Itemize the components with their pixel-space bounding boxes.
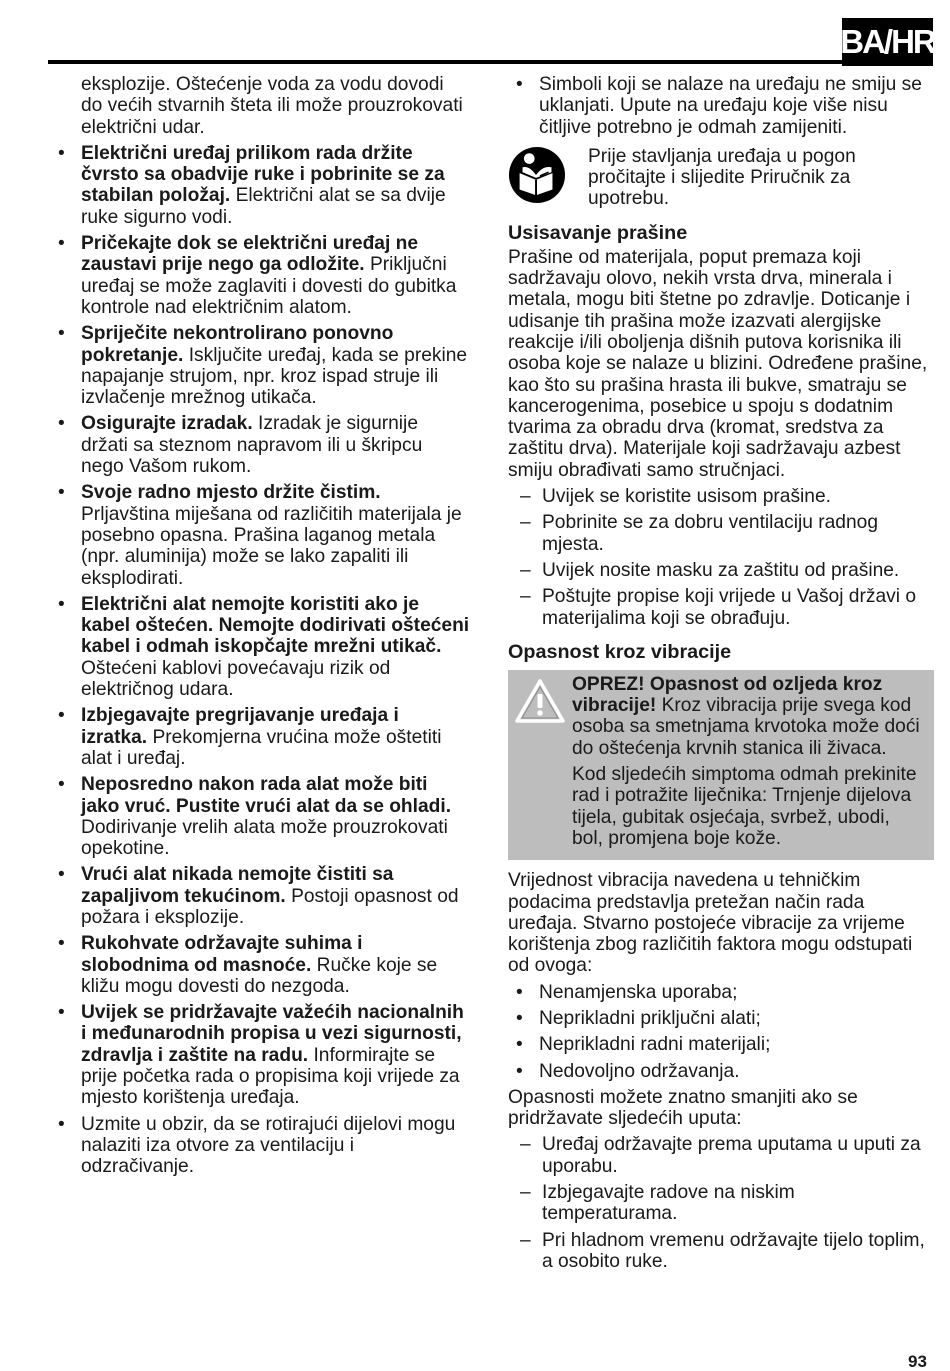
- manual-notice-text: Prije stavljanja uređaja u pogon pročitajte i slijedite Priručnik za upotrebu.: [588, 145, 856, 210]
- bullet-text: Nedovoljno održavanja.: [539, 1060, 740, 1082]
- list-item: [50, 413, 470, 477]
- dash-text: Uvijek nosite masku za zaštitu od prašine.: [542, 559, 900, 581]
- section-heading-vibration: Opasnost kroz vibracije: [508, 640, 732, 663]
- bullet-text: Uzmite u obzir, da se rotirajući dijelovi mogu nalaziti iza otvore za ventilaciju i odzračivanje.: [81, 1113, 456, 1178]
- bullet-mark: •: [58, 1113, 65, 1135]
- dash-text: Poštujte propise koji vrijede u Vašoj državi o materijalima koji se obrađuju.: [542, 586, 916, 629]
- bullet-bold: Vrući alat nikada nemojte čistiti sa zapaljivom tekućinom.: [81, 864, 394, 907]
- dash-mark: –: [520, 1134, 531, 1156]
- bullet-bold: Izbjegavajte pregrijavanje uređaja i izratka.: [81, 705, 399, 748]
- bullet-bold: Neposredno nakon rada alat može biti jako vruć. Pustite vrući alat da se ohladi.: [81, 774, 452, 817]
- list-item: [50, 705, 470, 769]
- bullet-mark: •: [516, 1060, 523, 1082]
- bullet-text: Priključni uređaj se može zaglaviti i dovesti do gubitka kontrole nad električnim alatom.: [81, 254, 457, 318]
- list-item: [508, 560, 934, 581]
- bullet-mark: •: [516, 981, 523, 1003]
- bullet-bold: Osigurajte izradak.: [81, 413, 253, 435]
- bullet-mark: •: [58, 482, 65, 504]
- dash-mark: –: [520, 586, 531, 608]
- warning-paragraph: [572, 674, 922, 759]
- bullet-text: Prekomjerna vrućina može oštetiti alat i uređaj.: [81, 726, 442, 769]
- bullet-text: Prljavština miješana od različitih materijala je posebno opasna. Prašina laganog metala (npr. aluminija) može se lako zapaliti ili eksplodirati.: [81, 503, 462, 589]
- bullet-bold: Električni alat nemojte koristiti ako je kabel oštećen. Nemojte dodirivati oštećeni kabel i odmah iskopčajte mrežni utikač.: [81, 593, 470, 658]
- list-item: [508, 74, 934, 138]
- list-item: [508, 1182, 934, 1225]
- bullet-mark: •: [58, 933, 65, 955]
- page-number: 93: [908, 1352, 927, 1371]
- bullet-bold: Električni uređaj prilikom rada držite čvrsto sa obadvije ruke i pobrinite se za stabilan položaj.: [81, 142, 445, 207]
- bullet-mark: •: [516, 74, 523, 95]
- header-rule: [48, 60, 845, 64]
- dash-mark: –: [520, 1182, 531, 1204]
- bullet-text: Dodirivanje vrelih alata može prouzrokovati opekotine.: [81, 816, 448, 860]
- list-item: [50, 323, 470, 408]
- list-item: [50, 933, 470, 997]
- warning-bold: OPREZ! Opasnost od ozljeda kroz vibracije!: [572, 673, 883, 717]
- dash-mark: –: [520, 559, 531, 581]
- bullet-mark: •: [58, 323, 65, 345]
- list-item: [508, 512, 934, 555]
- bullet-bold: Uvijek se pridržavajte važećih nacionalnih i međunarodnih propisa u vezi sigurnosti, zdravlja i zaštite na radu.: [81, 1002, 464, 1066]
- bullet-text: Ručke koje se kližu mogu dovesti do nezgoda.: [81, 954, 438, 997]
- list-item: [50, 594, 470, 700]
- bullet-text: Informirajte se prije početka rada o propisima koji vrijede za mjesto korištenja uređaja.: [81, 1044, 460, 1109]
- bullet-mark: •: [58, 705, 65, 727]
- bullet-text: Neprikladni radni materijali;: [539, 1034, 771, 1056]
- list-item: [50, 1114, 470, 1178]
- bullet-text: Simboli koji se nalaze na uređaju ne smiju se uklanjati. Upute na uređaju koje više nisu čitljive potrebno je odmah zamijeniti.: [539, 74, 922, 138]
- list-item: [508, 486, 934, 507]
- bullet-mark: •: [516, 1034, 523, 1056]
- bullet-bold: Svoje radno mjesto držite čistim.: [81, 482, 381, 504]
- bullet-text: Neprikladni priključni alati;: [539, 1007, 761, 1029]
- dust-paragraph: Prašine od materijala, poput premaza koji sadržavaju olovo, nekih vrsta drva, minerala i metala, mogu biti štetne po zdravlje. Doticanje i udisanje tih prašina može izazvati alergijske reakcije i/ili oboljenja dišnih putova korisnika ili osoba koje se nalaze u blizini. Određene prašine, kao što su prašina hrasta ili bukve, smatraju se kancerogenima, posebice u spoju s dodatnim tvarima za obradu drva (kromat, sredstva za zaštitu drva). Materijale koji sadržavaju azbest smiju obrađivati samo stručnjaci.: [508, 246, 928, 481]
- list-item: [50, 774, 470, 859]
- bullet-mark: •: [58, 593, 65, 615]
- dash-mark: –: [520, 1229, 531, 1251]
- dash-mark: –: [520, 512, 531, 534]
- language-badge: BA/HR: [842, 18, 933, 66]
- intro-continuation: eksplozije. Oštećenje voda za vodu dovodi do većih stvarnih šteta ili može prouzrokovati električni udar.: [81, 74, 463, 138]
- list-item: [508, 1061, 934, 1082]
- bullet-bold: Spriječite nekontrolirano ponovno pokretanje.: [81, 323, 394, 366]
- bullet-mark: •: [58, 413, 65, 435]
- dash-text: Pobrinite se za dobru ventilaciju radnog mjesta.: [542, 512, 878, 555]
- dash-mark: –: [520, 486, 531, 508]
- bullet-bold: Pričekajte dok se električni uređaj ne zaustavi prije nego ga odložite.: [81, 233, 419, 276]
- vibration-paragraph: Vrijednost vibracija navedena u tehničkim podacima predstavlja pretežan način rada uređaja. Stvarno postojeće vibracije za vrijeme korištenja zbog različitih faktora mogu odstupati od ovoga:: [508, 870, 913, 977]
- list-item: [508, 1230, 934, 1273]
- list-item: [508, 586, 934, 629]
- read-manual-icon: [508, 146, 566, 204]
- left-column: [50, 74, 470, 1183]
- manual-notice: [508, 146, 934, 210]
- list-item: [50, 482, 470, 588]
- list-item: [50, 1002, 470, 1108]
- bullet-text: Izradak je sigurnije držati sa steznom napravom ili u škripcu nego Vašom rukom.: [81, 413, 423, 478]
- list-item: [50, 143, 470, 228]
- list-item: [50, 864, 470, 928]
- bullet-text: Isključite uređaj, kada se prekine napajanje strujom, npr. kroz ispad struje ili izvlačenje mrežnog utikača.: [81, 344, 468, 409]
- bullet-mark: •: [58, 1002, 65, 1024]
- dash-text: Uvijek se koristite usisom prašine.: [542, 486, 831, 508]
- dash-text: Uređaj održavajte prema uputama u uputi za uporabu.: [542, 1134, 921, 1177]
- list-item: [508, 1134, 934, 1177]
- reduce-paragraph: Opasnosti možete znatno smanjiti ako se pridržavate sljedećih uputa:: [508, 1086, 858, 1130]
- dash-text: Izbjegavajte radove na niskim temperaturama.: [542, 1182, 795, 1225]
- bullet-mark: •: [58, 233, 65, 255]
- bullet-text: Nenamjenska uporaba;: [539, 981, 738, 1003]
- bullet-text: Oštećeni kablovi povećavaju rizik od električnog udara.: [81, 657, 391, 701]
- warning-text: Kroz vibracija prije svega kod osoba sa smetnjama krvotoka može doći do oštećenja krvnih stanica ili živaca.: [572, 695, 920, 759]
- warning-triangle-icon: [514, 678, 566, 724]
- dash-text: Pri hladnom vremenu održavajte tijelo toplim, a osobito ruke.: [542, 1229, 925, 1272]
- section-heading-dust: Usisavanje prašine: [508, 221, 688, 244]
- bullet-text: Postoji opasnost od požara i eksplozije.: [81, 885, 459, 928]
- bullet-mark: •: [58, 864, 65, 886]
- warning-symptoms: Kod sljedećih simptoma odmah prekinite rad i potražite liječnika: Trnjenje dijelova tijela, gubitak osjećaja, svrbež, ubodi, bol, promjena boje kože.: [572, 764, 917, 849]
- right-column: [508, 74, 934, 1277]
- list-item: [508, 982, 934, 1003]
- bullet-text: Električni alat se sa dvije ruke sigurno vodi.: [81, 185, 446, 228]
- list-item: [50, 233, 470, 318]
- bullet-mark: •: [516, 1007, 523, 1029]
- warning-box: [508, 670, 934, 860]
- bullet-mark: •: [58, 774, 65, 796]
- bullet-mark: •: [58, 142, 65, 164]
- bullet-bold: Rukohvate održavajte suhima i slobodnima od masnoće.: [81, 933, 363, 976]
- list-item: [508, 1034, 934, 1055]
- list-item: [508, 1008, 934, 1029]
